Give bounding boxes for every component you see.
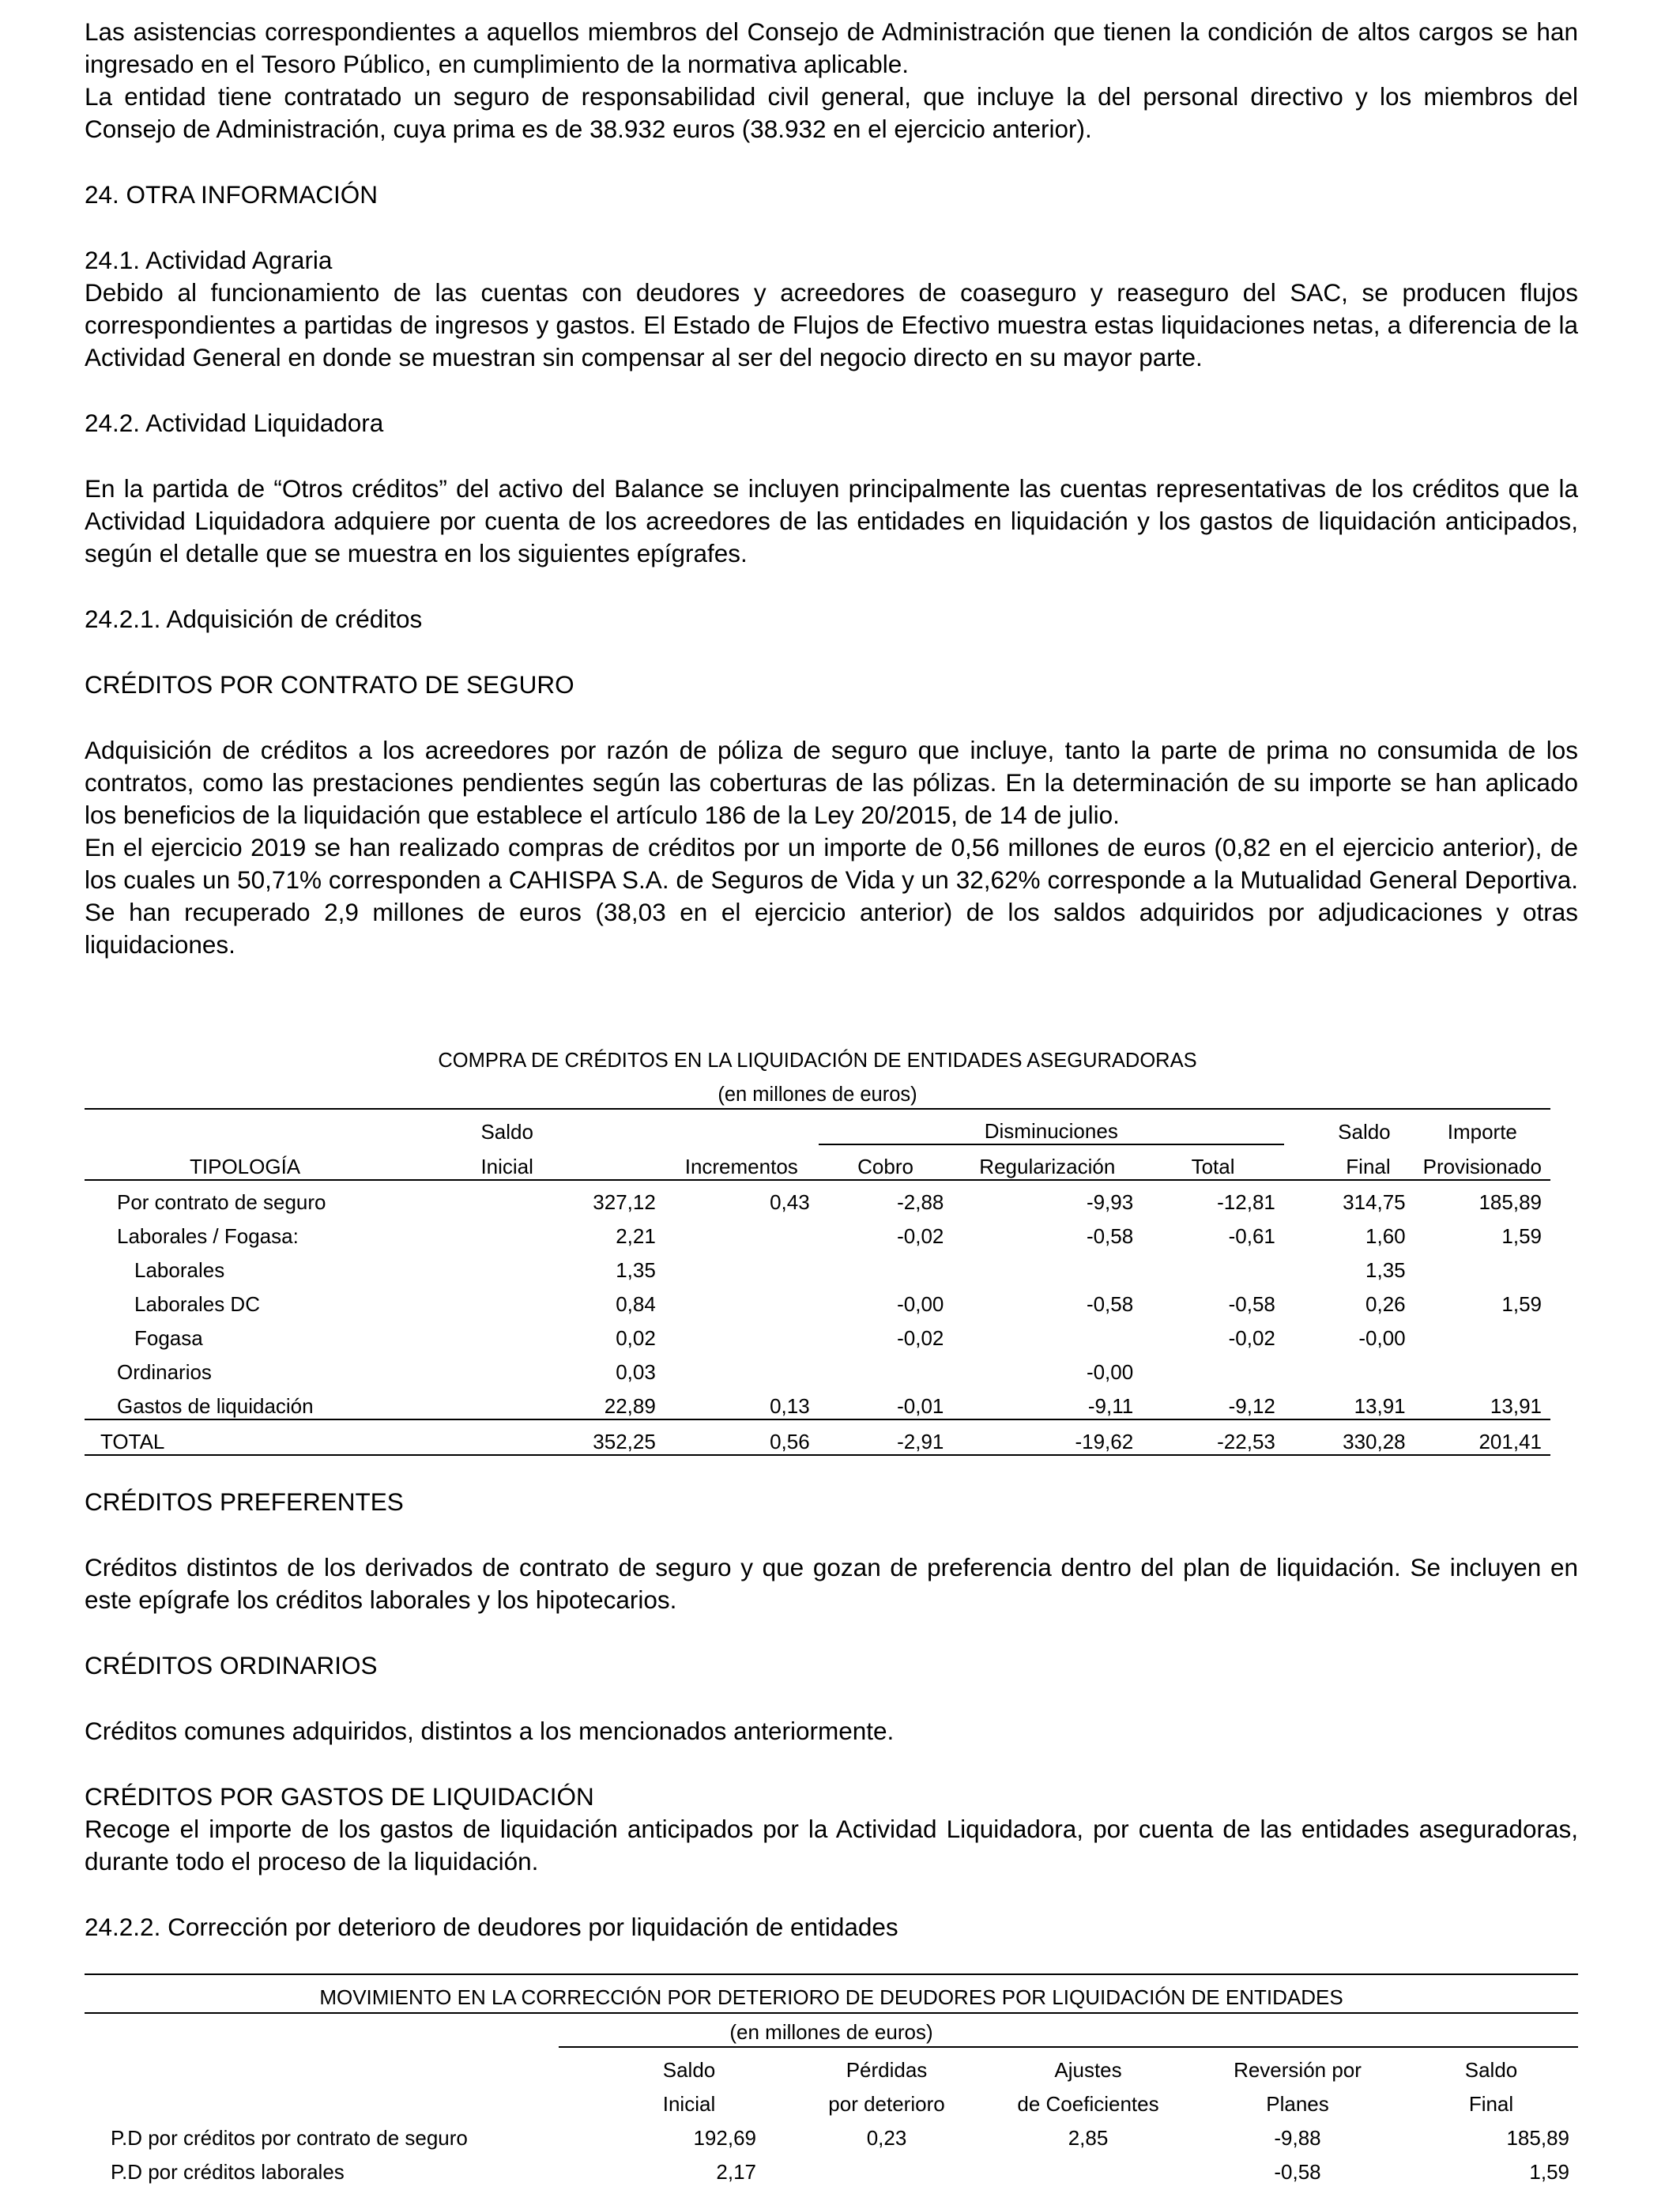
cell-incrementos: 0,43 <box>770 1190 810 1214</box>
header-regularizacion: Regularización <box>979 1155 1116 1178</box>
paragraph-actividad-agraria: Debido al funcionamiento de las cuentas con deudores y acreedores de coaseguro y reaseguro del SAC, se producen flujos correspondientes a partidas de ingresos y gastos. El Estado de Flujos de Efectivo muestra estas liquidaciones netas, a diferencia de la Actividad General en donde se muestran sin compensar al ser del negocio directo en su mayor parte. <box>85 278 1578 371</box>
total-provisionado: 201,41 <box>1478 1430 1542 1453</box>
cell-incrementos <box>665 1215 819 1249</box>
table2-title-rule <box>85 2012 1578 2014</box>
header-cobro: Cobro <box>857 1155 913 1178</box>
section-after-table1 <box>85 1486 1578 1943</box>
header-saldo: Saldo <box>480 1120 533 1144</box>
paragraph-creditos-preferentes: Créditos distintos de los derivados de contrato de seguro y que gozan de preferencia dentro del plan de liquidación. Se incluyen en este epígrafe los créditos laborales y los hipotecarios. <box>85 1553 1578 1614</box>
paragraph-gastos-liquidacion: Recoge el importe de los gastos de liquidación anticipados por la Actividad Liquidadora, por cuenta de las entidades aseguradoras, durante todo el proceso de la liquidación. <box>85 1815 1578 1875</box>
heading-creditos-gastos-liquidacion: CRÉDITOS POR GASTOS DE LIQUIDACIÓN <box>85 1782 594 1811</box>
heading-24-2-2: 24.2.2. Corrección por deterioro de deudores por liquidación de entidades <box>85 1913 898 1941</box>
row-label: Ordinarios <box>117 1360 212 1384</box>
cell-incrementos <box>665 1249 819 1283</box>
cell-inicial: 2,21 <box>616 1224 656 1248</box>
paragraph-asistencias: Las asistencias correspondientes a aquellos miembros del Consejo de Administración que tienen la condición de altos cargos se han ingresado en el Tesoro Público, en cumplimiento de la normativa aplicable. <box>85 17 1578 78</box>
t2-header-final: Final <box>1468 2092 1514 2116</box>
cell-regularizacion <box>952 1249 1142 1283</box>
cell-cobro: -0,01 <box>897 1394 944 1418</box>
cell-cobro: -0,02 <box>897 1224 944 1248</box>
table1-header-row-2 <box>85 1144 1550 1180</box>
header-inicial: Inicial <box>480 1155 533 1178</box>
cell-incrementos: 0,13 <box>770 1394 810 1418</box>
table1-body <box>85 1180 1550 1419</box>
table2-body <box>85 2117 1578 2185</box>
cell-cobro: -0,00 <box>897 1292 944 1316</box>
cell-provisionado <box>1414 1351 1550 1385</box>
cell-cobro <box>819 1351 953 1385</box>
row-label: Gastos de liquidación <box>117 1394 314 1418</box>
table2-header-row-2 <box>85 2083 1578 2117</box>
cell-incrementos <box>665 1351 819 1385</box>
cell-regularizacion: -0,00 <box>1086 1360 1134 1384</box>
cell-final: 185,89 <box>1506 2126 1569 2150</box>
header-total: Total <box>1191 1155 1235 1178</box>
heading-24-2-1: 24.2.1. Adquisición de créditos <box>85 605 423 633</box>
row-label: Laborales / Fogasa: <box>117 1224 299 1248</box>
table2-top-rule <box>85 1973 1578 1975</box>
cell-regularizacion: -9,11 <box>1087 1394 1134 1418</box>
cell-final: 314,75 <box>1343 1190 1406 1214</box>
row-label: Laborales <box>134 1258 225 1282</box>
total-label: TOTAL <box>100 1430 165 1453</box>
cell-final <box>1284 1351 1414 1385</box>
cell-regularizacion: -0,58 <box>1086 1224 1134 1248</box>
cell-total: -0,02 <box>1228 1326 1275 1350</box>
heading-creditos-ordinarios: CRÉDITOS ORDINARIOS <box>85 1651 378 1679</box>
table-row <box>85 2117 1578 2151</box>
cell-cobro: -2,88 <box>897 1190 944 1214</box>
cell-regularizacion: -9,93 <box>1086 1190 1134 1214</box>
document-page <box>85 0 1578 961</box>
total-regularizacion: -19,62 <box>1075 1430 1134 1453</box>
cell-provisionado <box>1414 1317 1550 1351</box>
table1-subtitle: (en millones de euros) <box>718 1084 917 1106</box>
t2-header-de-coeficientes: de Coeficientes <box>1017 2092 1159 2116</box>
cell-perdidas <box>788 2151 985 2185</box>
cell-total <box>1142 1351 1284 1385</box>
cell-total: -0,58 <box>1228 1292 1275 1316</box>
table2-header-row-1 <box>85 2049 1578 2083</box>
cell-provisionado <box>1414 1249 1550 1283</box>
cell-final: 1,60 <box>1365 1224 1406 1248</box>
cell-inicial: 1,35 <box>616 1258 656 1282</box>
t2-header-saldo-final: Saldo <box>1464 2058 1518 2082</box>
cell-final: 0,26 <box>1365 1292 1406 1316</box>
cell-total: -12,81 <box>1217 1190 1275 1214</box>
cell-final: 1,59 <box>1529 2160 1569 2184</box>
total-inicial: 352,25 <box>593 1430 656 1453</box>
row-label: Por contrato de seguro <box>117 1190 326 1214</box>
paragraph-creditos-ordinarios: Créditos comunes adquiridos, distintos a los mencionados anteriormente. <box>85 1717 895 1745</box>
table2-title: MOVIMIENTO EN LA CORRECCIÓN POR DETERIORO DE DEUDORES POR LIQUIDACIÓN DE ENTIDADES <box>319 1985 1343 2009</box>
cell-total: -0,61 <box>1228 1224 1275 1248</box>
table-row <box>85 1351 1550 1385</box>
table-row <box>85 1180 1550 1215</box>
cell-ajustes: 2,85 <box>1068 2126 1109 2150</box>
header-importe: Importe <box>1447 1120 1517 1144</box>
header-disminuciones: Disminuciones <box>819 1110 1284 1144</box>
cell-inicial: 22,89 <box>604 1394 656 1418</box>
header-saldo-final: Saldo <box>1338 1120 1391 1144</box>
cell-cobro <box>819 1249 953 1283</box>
table-row <box>85 2151 1578 2185</box>
table1-total-row <box>85 1419 1550 1455</box>
t2-header-planes: Planes <box>1266 2092 1329 2116</box>
table-row <box>85 1385 1550 1419</box>
t2-header-perdidas: Pérdidas <box>846 2058 928 2082</box>
cell-cobro: -0,02 <box>897 1326 944 1350</box>
table-row <box>85 1317 1550 1351</box>
heading-24-1: 24.1. Actividad Agraria <box>85 246 333 274</box>
paragraph-ejercicio-2019: En el ejercicio 2019 se han realizado compras de créditos por un importe de 0,56 millones de euros (0,82 en el ejercicio anterior), de los cuales un 50,71% corresponden a CAHISPA S.A. de Seguros de Vida y un 32,62% corresponde a la Mutualidad General Deportiva. Se han recuperado 2,9 millones de euros (38,03 en el ejercicio anterior) de los saldos adquiridos por adjudicaciones y otras liquidaciones. <box>85 833 1578 959</box>
heading-24: 24. OTRA INFORMACIÓN <box>85 180 379 209</box>
header-tipologia: TIPOLOGÍA <box>190 1155 301 1178</box>
paragraph-actividad-liquidadora: En la partida de “Otros créditos” del activo del Balance se incluyen principalmente las cuentas representativas de los créditos que la Actividad Liquidadora adquiere por cuenta de los acreedores de las entidades en liquidación y los gastos de liquidación anticipados, según el detalle que se muestra en los siguientes epígrafes. <box>85 474 1578 567</box>
cell-total: -9,12 <box>1228 1394 1275 1418</box>
cell-ajustes <box>985 2151 1191 2185</box>
heading-creditos-contrato-seguro: CRÉDITOS POR CONTRATO DE SEGURO <box>85 670 574 699</box>
table-row <box>85 1283 1550 1317</box>
row-label: P.D por créditos laborales <box>111 2160 345 2184</box>
cell-incrementos <box>665 1283 819 1317</box>
heading-creditos-preferentes: CRÉDITOS PREFERENTES <box>85 1487 404 1516</box>
table1-header-row-1 <box>85 1110 1550 1144</box>
paragraph-adquisicion-creditos: Adquisición de créditos a los acreedores por razón de póliza de seguro que incluye, tanto la parte de prima no consumida de los contratos, como las prestaciones pendientes según las coberturas de las pólizas. En la determinación de su importe se han aplicado los beneficios de la liquidación que establece el artículo 186 de la Ley 20/2015, de 14 de julio. <box>85 736 1578 829</box>
paragraph-seguro-rc: La entidad tiene contratado un seguro de responsabilidad civil general, que incluye la del personal directivo y los miembros del Consejo de Administración, cuya prima es de 38.932 euros (38.932 en el ejercicio anterior). <box>85 82 1578 143</box>
cell-inicial: 327,12 <box>593 1190 656 1214</box>
cell-reversion: -9,88 <box>1274 2126 1321 2150</box>
cell-total <box>1142 1249 1284 1283</box>
header-incrementos: Incrementos <box>684 1155 798 1178</box>
cell-inicial: 2,17 <box>716 2160 756 2184</box>
cell-final: -0,00 <box>1358 1326 1406 1350</box>
t2-header-ajustes: Ajustes <box>1054 2058 1122 2082</box>
cell-regularizacion: -0,58 <box>1086 1292 1134 1316</box>
cell-perdidas: 0,23 <box>866 2126 907 2150</box>
total-incrementos: 0,56 <box>770 1430 810 1453</box>
cell-regularizacion <box>952 1317 1142 1351</box>
table-row <box>85 1215 1550 1249</box>
row-label: P.D por créditos por contrato de seguro <box>111 2126 468 2150</box>
t2-header-reversion: Reversión por <box>1234 2058 1362 2082</box>
row-label: Laborales DC <box>134 1292 260 1316</box>
header-final: Final <box>1346 1155 1391 1178</box>
header-provisionado: Provisionado <box>1422 1155 1542 1178</box>
heading-24-2: 24.2. Actividad Liquidadora <box>85 409 384 437</box>
cell-final: 13,91 <box>1354 1394 1406 1418</box>
total-total: -22,53 <box>1217 1430 1275 1453</box>
t2-header-saldo: Saldo <box>662 2058 716 2082</box>
cell-incrementos <box>665 1317 819 1351</box>
t2-header-por-deterioro: por deterioro <box>828 2092 945 2116</box>
cell-inicial: 0,02 <box>616 1326 656 1350</box>
total-final: 330,28 <box>1343 1430 1406 1453</box>
table2-correccion-deterioro <box>85 2049 1578 2185</box>
table-row <box>85 1249 1550 1283</box>
cell-inicial: 192,69 <box>693 2126 756 2150</box>
total-cobro: -2,91 <box>897 1430 944 1453</box>
cell-provisionado: 1,59 <box>1501 1292 1542 1316</box>
table2-subtitle: (en millones de euros) <box>729 2020 933 2044</box>
cell-provisionado: 1,59 <box>1501 1224 1542 1248</box>
table1-compra-creditos <box>85 1110 1550 1456</box>
cell-provisionado: 185,89 <box>1478 1190 1542 1214</box>
cell-inicial: 0,03 <box>616 1360 656 1384</box>
table1-title: COMPRA DE CRÉDITOS EN LA LIQUIDACIÓN DE ENTIDADES ASEGURADORAS <box>438 1050 1197 1072</box>
t2-header-inicial: Inicial <box>662 2092 716 2116</box>
cell-inicial: 0,84 <box>616 1292 656 1316</box>
cell-reversion: -0,58 <box>1274 2160 1321 2184</box>
cell-final: 1,35 <box>1365 1258 1406 1282</box>
table2-subtitle-rule <box>559 2046 1578 2048</box>
row-label: Fogasa <box>134 1326 203 1350</box>
cell-provisionado: 13,91 <box>1490 1394 1542 1418</box>
